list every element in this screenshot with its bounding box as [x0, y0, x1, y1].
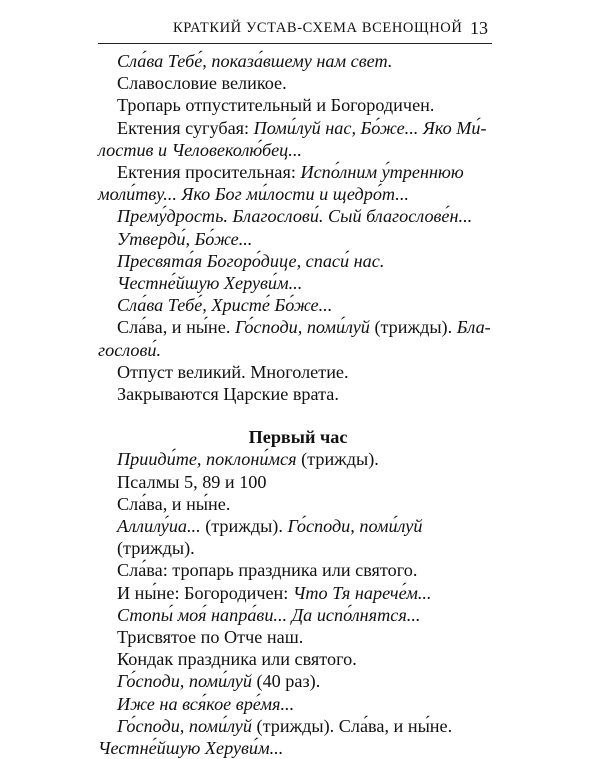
text-line: И ны́не: Богородичен: Что Тя нарече́м...	[117, 582, 432, 603]
text-line: Утверди́, Бо́же...	[117, 228, 253, 249]
text-line: Го́споди, поми́луй (40 раз).	[117, 671, 321, 692]
page-number: 13	[470, 18, 488, 38]
text-line: Закрываются Царские врата.	[117, 384, 339, 405]
header-rule	[98, 43, 492, 44]
text-line: Стопы́ моя́ напра́ви... Да испо́лнятся...	[117, 604, 421, 625]
text-line: Сла́ва, и ны́не. Го́споди, поми́луй (трижды). Бла-	[117, 317, 491, 338]
text-line: Кондак праздника или святого.	[117, 649, 357, 670]
section-heading: Первый час	[248, 427, 348, 448]
text-line: Славословие великое.	[117, 73, 287, 94]
page-body	[98, 50, 494, 759]
text-line: Сла́ва: тропарь праздника или святого.	[117, 560, 418, 581]
text-line: Аллилу́иа... (трижды). Го́споди, поми́луй (трижды).	[117, 516, 423, 559]
text-line: Трисвятое по Отче наш.	[117, 627, 304, 648]
text-line: Го́споди, поми́луй (трижды). Сла́ва, и ны́не.	[117, 715, 453, 736]
text-line: Прему́дрость. Благослови́. Сый благослове́н...	[117, 206, 473, 227]
text-line: Честне́йшую Херуви́м...	[98, 738, 284, 759]
text-line: Ектения просительная: Испо́лним у́треннюю	[117, 162, 464, 183]
text-line: Отпуст великий. Многолетие.	[117, 361, 349, 382]
text-line: Сла́ва, и ны́не.	[117, 493, 231, 514]
text-line: Пресвята́я Богоро́дице, спаси́ нас.	[117, 250, 385, 271]
text-line: Ектения сугубая: Поми́луй нас, Бо́же... Яко Ми́-	[117, 117, 487, 138]
text-line: Псалмы 5, 89 и 100	[117, 471, 267, 492]
text-line: лостив и Человеколю́бец...	[98, 139, 302, 160]
text-line: Прииди́те, поклони́мся (трижды).	[117, 449, 379, 470]
text-line: гослови́.	[98, 339, 162, 360]
text-line: моли́тву... Яко Бог ми́лости и щедро́т...	[98, 184, 409, 205]
text-line: Сла́ва Тебе́, показа́вшему нам свет.	[117, 51, 393, 71]
running-title: КРАТКИЙ УСТАВ-СХЕМА ВСЕНОЩНОЙ	[173, 20, 463, 36]
page-header	[98, 20, 492, 46]
text-line: Тропарь отпустительный и Богородичен.	[117, 95, 435, 116]
text-line: Иже на вся́кое вре́мя...	[117, 693, 295, 714]
text-line: Сла́ва Тебе́, Христе́ Бо́же...	[117, 295, 333, 316]
text-line: Честне́йшую Херуви́м...	[117, 273, 303, 294]
